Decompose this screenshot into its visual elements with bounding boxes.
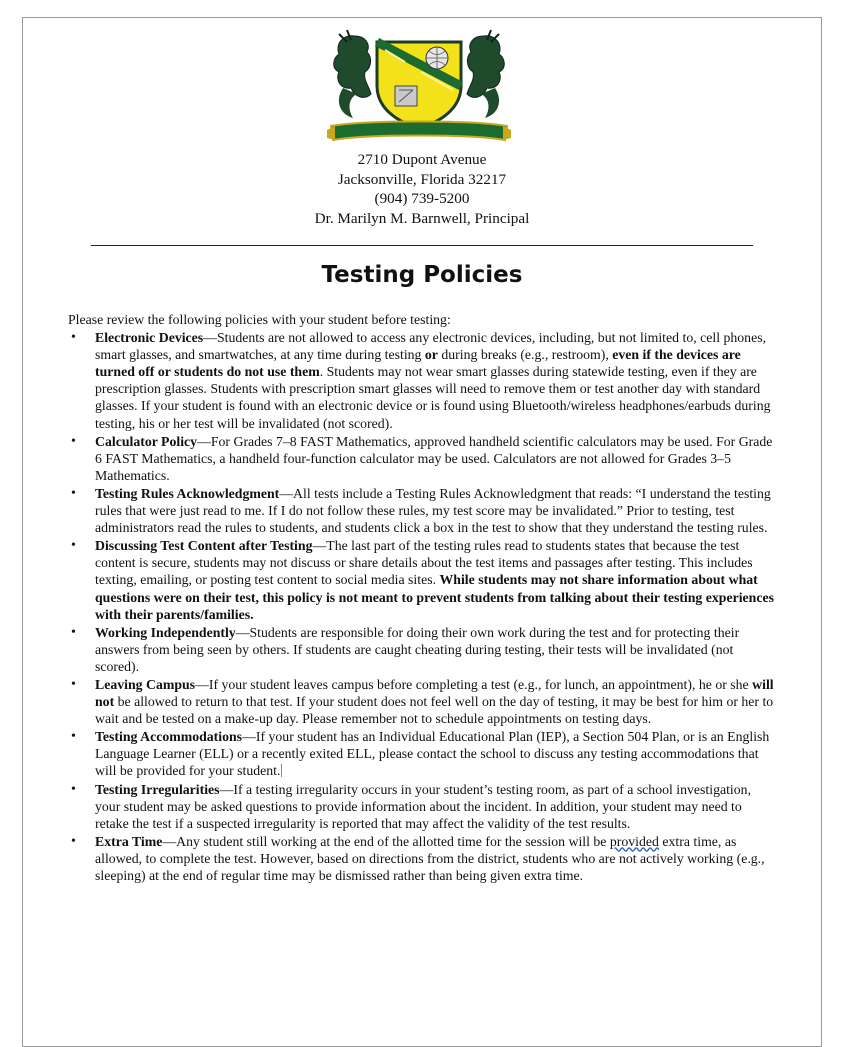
page-title: Testing Policies <box>321 262 523 288</box>
school-address-block <box>23 150 821 228</box>
policy-heading: Calculator Policy <box>95 433 198 449</box>
policy-testing-accommodations: • Testing Accommodations—If your student has an Individual Educational Plan (IEP), a Section 504 Plan, or is an English Language Learner (ELL) or a recently exited ELL, please contact the school to discuss any testing accommodations that will be provided for your student. <box>68 728 778 779</box>
school-crest-logo <box>325 28 513 142</box>
phone-number: (904) 739-5200 <box>374 190 470 208</box>
policy-discussing-content: • Discussing Test Content after Testing—The last part of the testing rules read to students states that because the test content is secure, students may not discuss or share details about the test items and passages after testing. This includes texting, emailing, or posting test content to social media sites. While students may not share information about what questions were on their test, this policy is not meant to prevent students from talking about their testing experiences with their parents/families. <box>68 537 778 622</box>
intro-text: Please review the following policies with your student before testing: <box>68 312 451 327</box>
header-divider <box>91 245 753 246</box>
policies-body <box>68 311 778 885</box>
policy-heading: Leaving Campus <box>95 676 196 692</box>
policy-heading: Extra Time <box>95 833 163 849</box>
policy-working-independently: • Working Independently—Students are responsible for doing their own work during the test and for protecting their answers from being seen by others. If students are caught cheating during testing, their tests will be invalidated (not scored). <box>68 624 778 675</box>
policy-heading: Testing Rules Acknowledgment <box>95 485 280 501</box>
policy-testing-irregularities: • Testing Irregularities—If a testing irregularity occurs in your student’s testing room, as part of a school investigation, your student may be asked questions to provide information about the incident. In addition, your student may need to retake the test if a suspected irregularity is reported that may affect the validity of the test results. <box>68 781 778 832</box>
spellcheck-underlined-word: provided <box>609 833 659 849</box>
policy-heading: Discussing Test Content after Testing <box>95 538 313 554</box>
policy-heading: Working Independently <box>95 624 236 640</box>
policy-leaving-campus: • Leaving Campus—If your student leaves campus before completing a test (e.g., for lunch, an appointment), he or she will not be allowed to return to that test. If your student does not feel well on the day of testing, it may be best for him or her to wait and be tested on a make-up day. Please remember not to schedule appointments on testing days. <box>68 676 778 727</box>
policy-extra-time: • Extra Time—Any student still working at the end of the allotted time for the session will be provided extra time, as allowed, to complete the test. However, based on directions from the district, students who are not actively working (e.g., sleeping) at the end of regular time may be dismissed rather than being given extra time. <box>68 833 778 884</box>
principal-name: Dr. Marilyn M. Barnwell, Principal <box>314 209 530 227</box>
city-state-zip: Jacksonville, Florida 32217 <box>337 170 507 188</box>
policy-heading: Testing Irregularities <box>95 781 220 797</box>
policy-heading: Electronic Devices <box>95 330 204 346</box>
street-address: 2710 Dupont Avenue <box>357 151 487 168</box>
text-cursor <box>281 764 282 777</box>
policy-heading: Testing Accommodations <box>95 729 243 745</box>
policy-electronic-devices: • Electronic Devices—Students are not allowed to access any electronic devices, including, but not limited to, cell phones, smart glasses, and smartwatches, at any time during testing or during breaks (e.g., restroom), even if the devices are turned off or students do not use them. Students may not wear smart glasses during statewide testing, even if they are prescription glasses. Students with prescription smart glasses will need to remove them or test another day with standard glasses. If your student is found with an electronic device or is found using Bluetooth/wireless headphones/earbuds during testing, his or her test will be invalidated (not scored). <box>68 329 778 432</box>
policy-testing-rules: • Testing Rules Acknowledgment—All tests include a Testing Rules Acknowledgment that reads: “I understand the testing rules that were just read to me. If I do not follow these rules, my test score may be invalidated.” Prior to testing, test administrators read the rules to students, and students click a box in the test to show that they understand the testing rules. <box>68 485 778 536</box>
document-page <box>22 17 822 1047</box>
policy-list <box>68 329 778 884</box>
policy-calculator: • Calculator Policy—For Grades 7–8 FAST Mathematics, approved handheld scientific calculators may be used. For Grade 6 FAST Mathematics, a handheld four-function calculator may be used. Calculators are not allowed for Grades 3–5 Mathematics. <box>68 433 778 484</box>
